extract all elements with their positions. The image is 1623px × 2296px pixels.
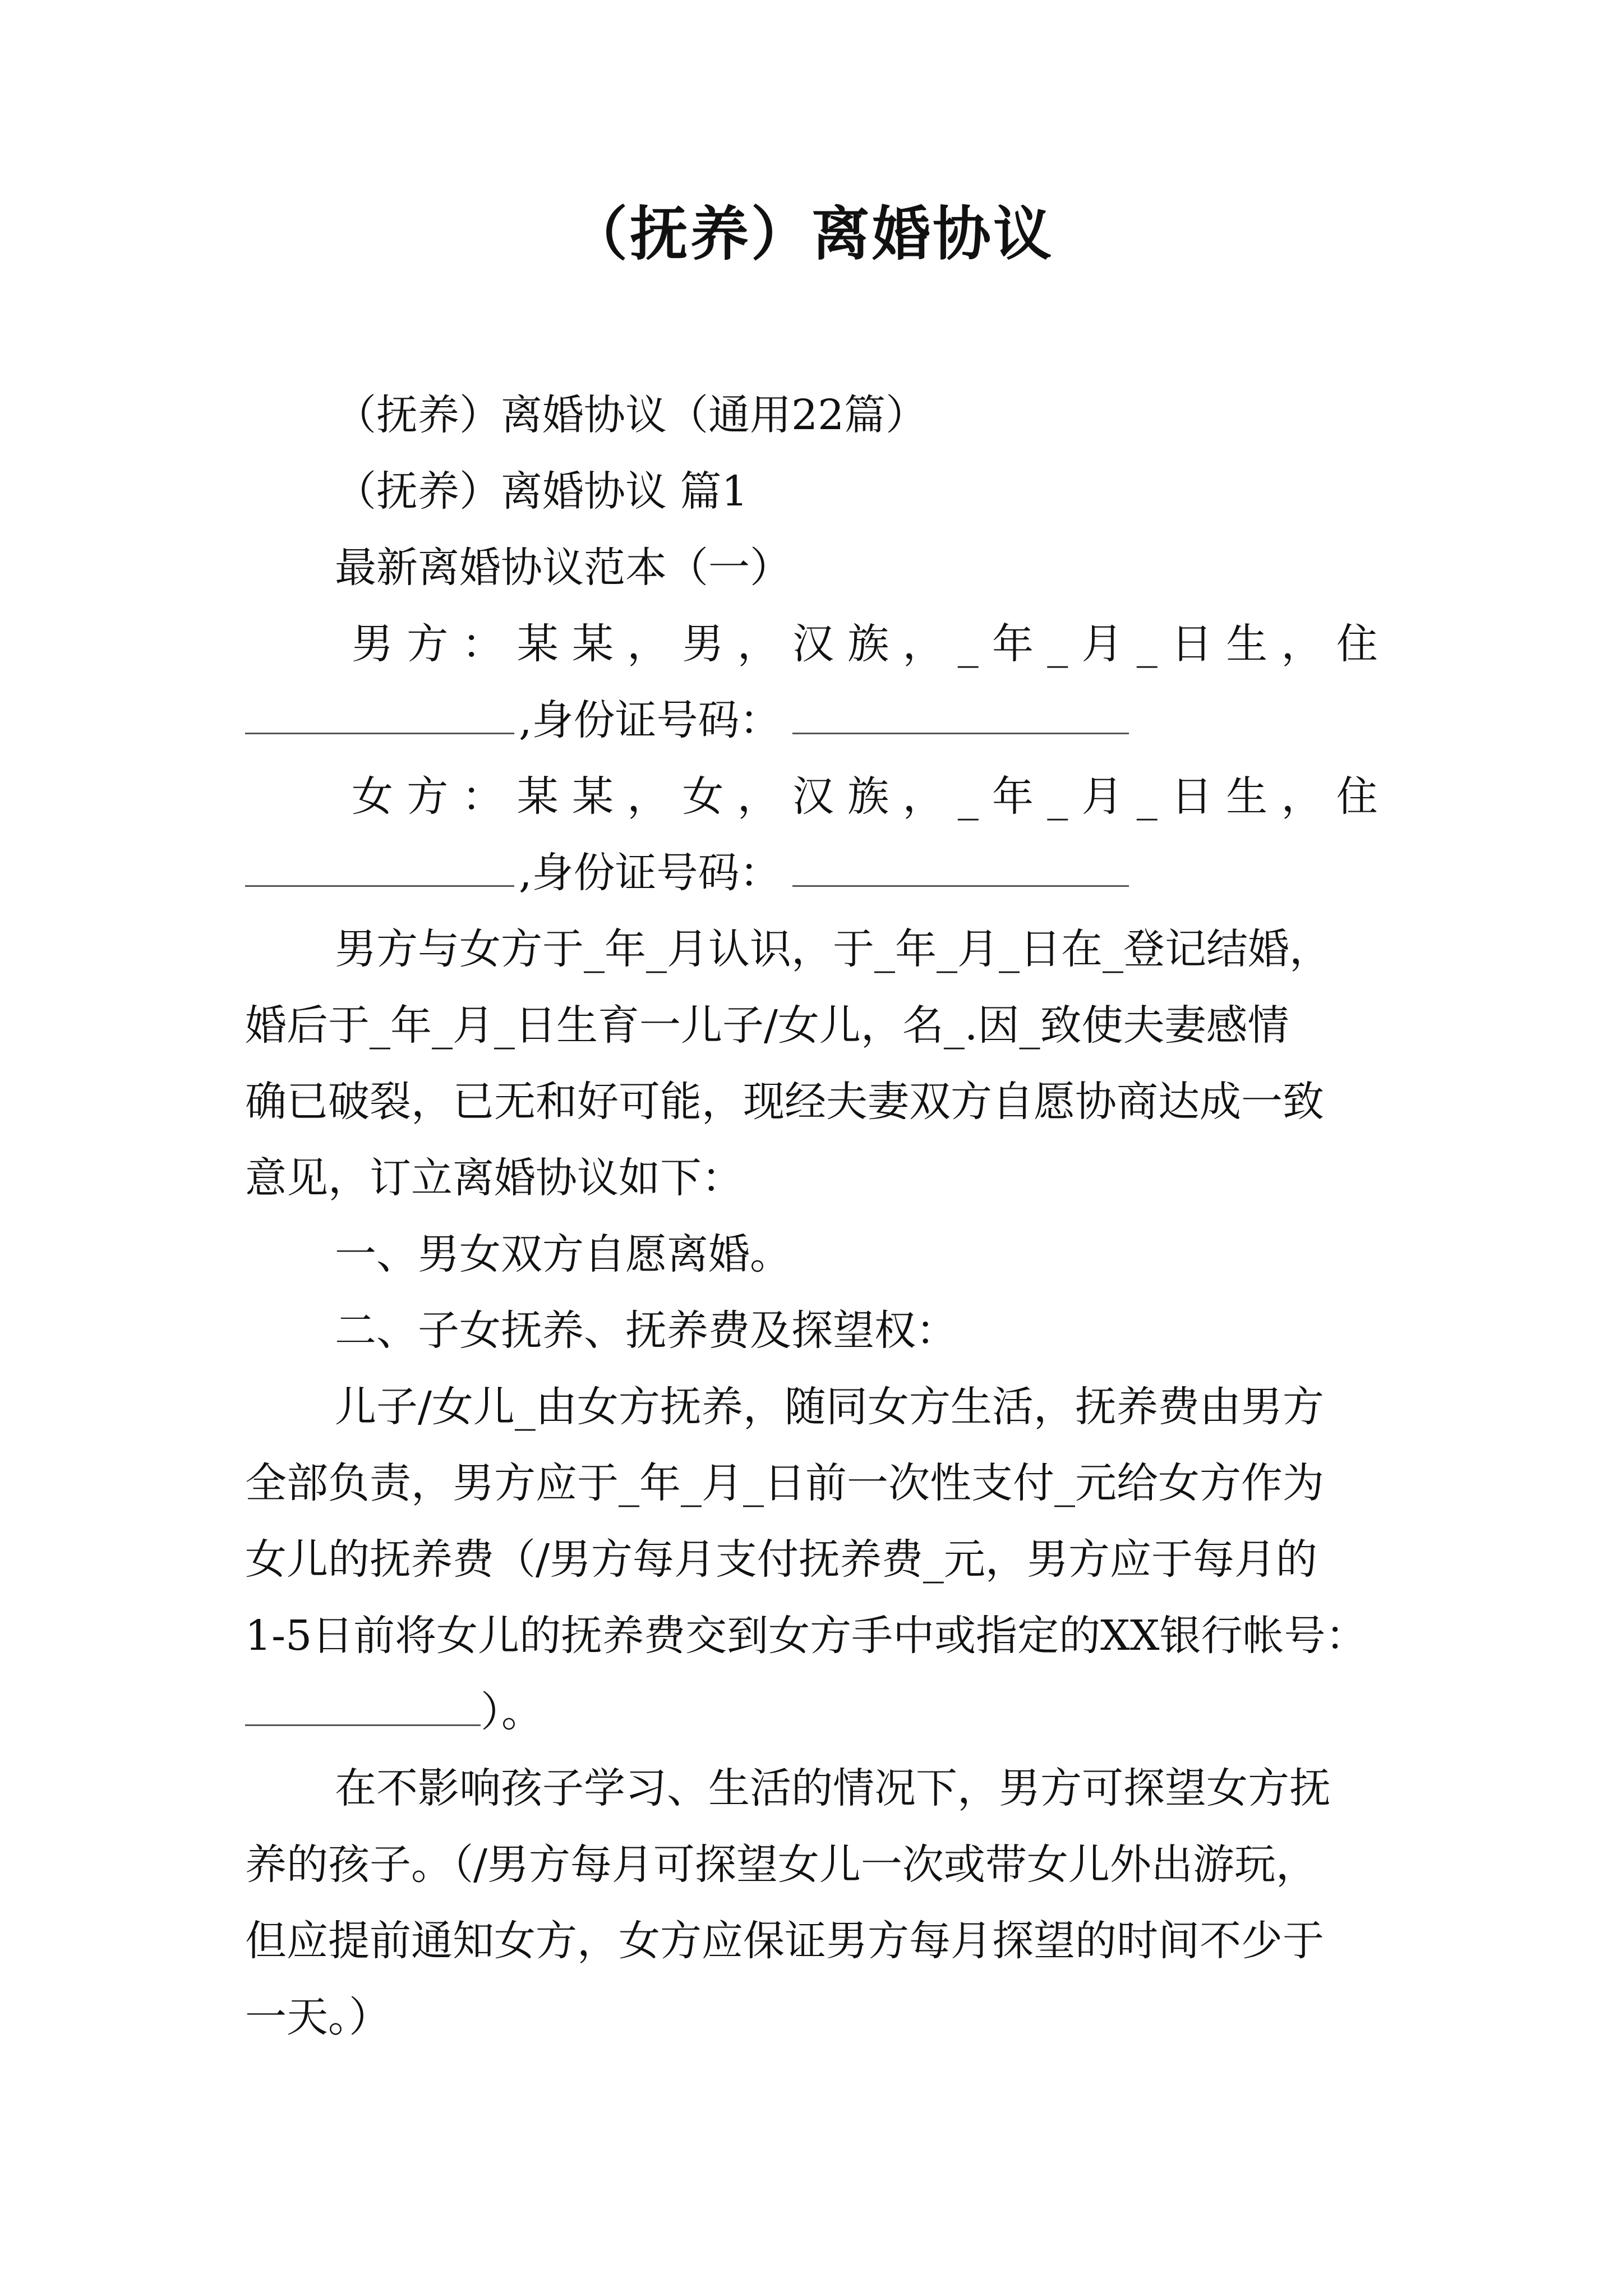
party-char: 年 [992, 772, 1034, 821]
male-id-blank [792, 699, 1129, 734]
intro-line: 婚后于_年_月_日生育一儿子/女儿，名_.因_致使夫妻感情 [245, 1001, 1289, 1050]
party-char: 月 [1081, 620, 1123, 668]
clause-2: 二、子女抚养、抚养费及探望权： [335, 1306, 957, 1355]
party-char: 某 [517, 620, 559, 668]
party-char: _ [1136, 772, 1158, 821]
bank-account-blank [245, 1691, 481, 1726]
custody-line: 全部负责，男方应于_年_月_日前一次性支付_元给女方作为 [245, 1459, 1324, 1507]
party-char: 日 [1171, 772, 1212, 821]
custody-line: 儿子/女儿_由女方抚养，随同女方生活，抚养费由男方 [335, 1383, 1324, 1431]
party-char: ， [902, 620, 944, 668]
party-char: ， [1281, 620, 1323, 668]
party-char: ： [462, 620, 504, 668]
party-char: ， [1281, 772, 1323, 821]
party-char: 方 [407, 620, 449, 668]
party-char: _ [1047, 772, 1068, 821]
male-party-line [245, 606, 1384, 682]
visit-line: 一天。） [245, 1993, 390, 2041]
party-char: 年 [992, 620, 1034, 668]
intro-line: 确已破裂，已无和好可能，现经夫妻双方自愿协商达成一致 [245, 1078, 1324, 1126]
party-char: _ [1047, 620, 1068, 668]
party-char: ， [737, 620, 779, 668]
party-char: 汉 [792, 772, 834, 821]
party-char: _ [957, 620, 979, 668]
party-char: _ [957, 772, 979, 821]
male-id-label: ,身份证号码： [519, 696, 781, 744]
party-char: 族 [847, 620, 889, 668]
party-char: 某 [572, 772, 614, 821]
bank-account-line [245, 1674, 1384, 1750]
female-address-blank [245, 852, 514, 887]
party-char: 生 [1226, 620, 1268, 668]
party-char: ， [737, 772, 779, 821]
party-char: ： [462, 772, 504, 821]
party-char: ， [627, 772, 669, 821]
document-body [245, 377, 1384, 2055]
female-id-blank [792, 852, 1129, 887]
party-char: 女 [682, 772, 724, 821]
custody-line: 女儿的抚养费（/男方每月支付抚养费_元，男方应于每月的 [245, 1535, 1317, 1584]
visit-line: 但应提前通知女方，女方应保证男方每月探望的时间不少于 [245, 1917, 1324, 1965]
visit-line: 养的孩子。（/男方每月可探望女儿一次或带女儿外出游玩， [245, 1841, 1317, 1889]
party-char: 住 [1336, 772, 1378, 821]
intro-line: 男方与女方于_年_月认识，于_年_月_日在_登记结婚， [335, 925, 1331, 973]
female-party-line [245, 758, 1384, 835]
party-char: 日 [1171, 620, 1212, 668]
custody-end: ）。 [481, 1688, 543, 1736]
male-address-blank [245, 699, 514, 734]
clause-1: 一、男女双方自愿离婚。 [335, 1230, 791, 1278]
custody-line: 1-5日前将女儿的抚养费交到女方手中或指定的XX银行帐号： [245, 1612, 1367, 1660]
female-id-line [245, 835, 1384, 911]
sample-heading: 最新离婚协议范本（一） [335, 544, 791, 592]
party-char: 男 [682, 620, 724, 668]
visit-line: 在不影响孩子学习、生活的情况下，男方可探望女方抚 [335, 1764, 1331, 1812]
party-char: 方 [407, 772, 449, 821]
party-char: 族 [847, 772, 889, 821]
party-char: 某 [517, 772, 559, 821]
chapter-heading: （抚养）离婚协议 篇1 [335, 467, 748, 516]
party-char: ， [902, 772, 944, 821]
party-char: 住 [1336, 620, 1378, 668]
document-title: （抚养）离婚协议 [569, 200, 1054, 268]
party-char: 月 [1081, 772, 1123, 821]
subtitle: （抚养）离婚协议（通用22篇） [335, 391, 928, 439]
female-id-label: ,身份证号码： [519, 849, 781, 897]
party-char: ， [627, 620, 669, 668]
party-char: 某 [572, 620, 614, 668]
male-id-line [245, 682, 1384, 758]
party-char: 汉 [792, 620, 834, 668]
party-char: 生 [1226, 772, 1268, 821]
party-char: 男 [352, 620, 393, 668]
party-char: 女 [352, 772, 393, 821]
party-char: _ [1136, 620, 1158, 668]
intro-line: 意见，订立离婚协议如下： [245, 1154, 743, 1202]
